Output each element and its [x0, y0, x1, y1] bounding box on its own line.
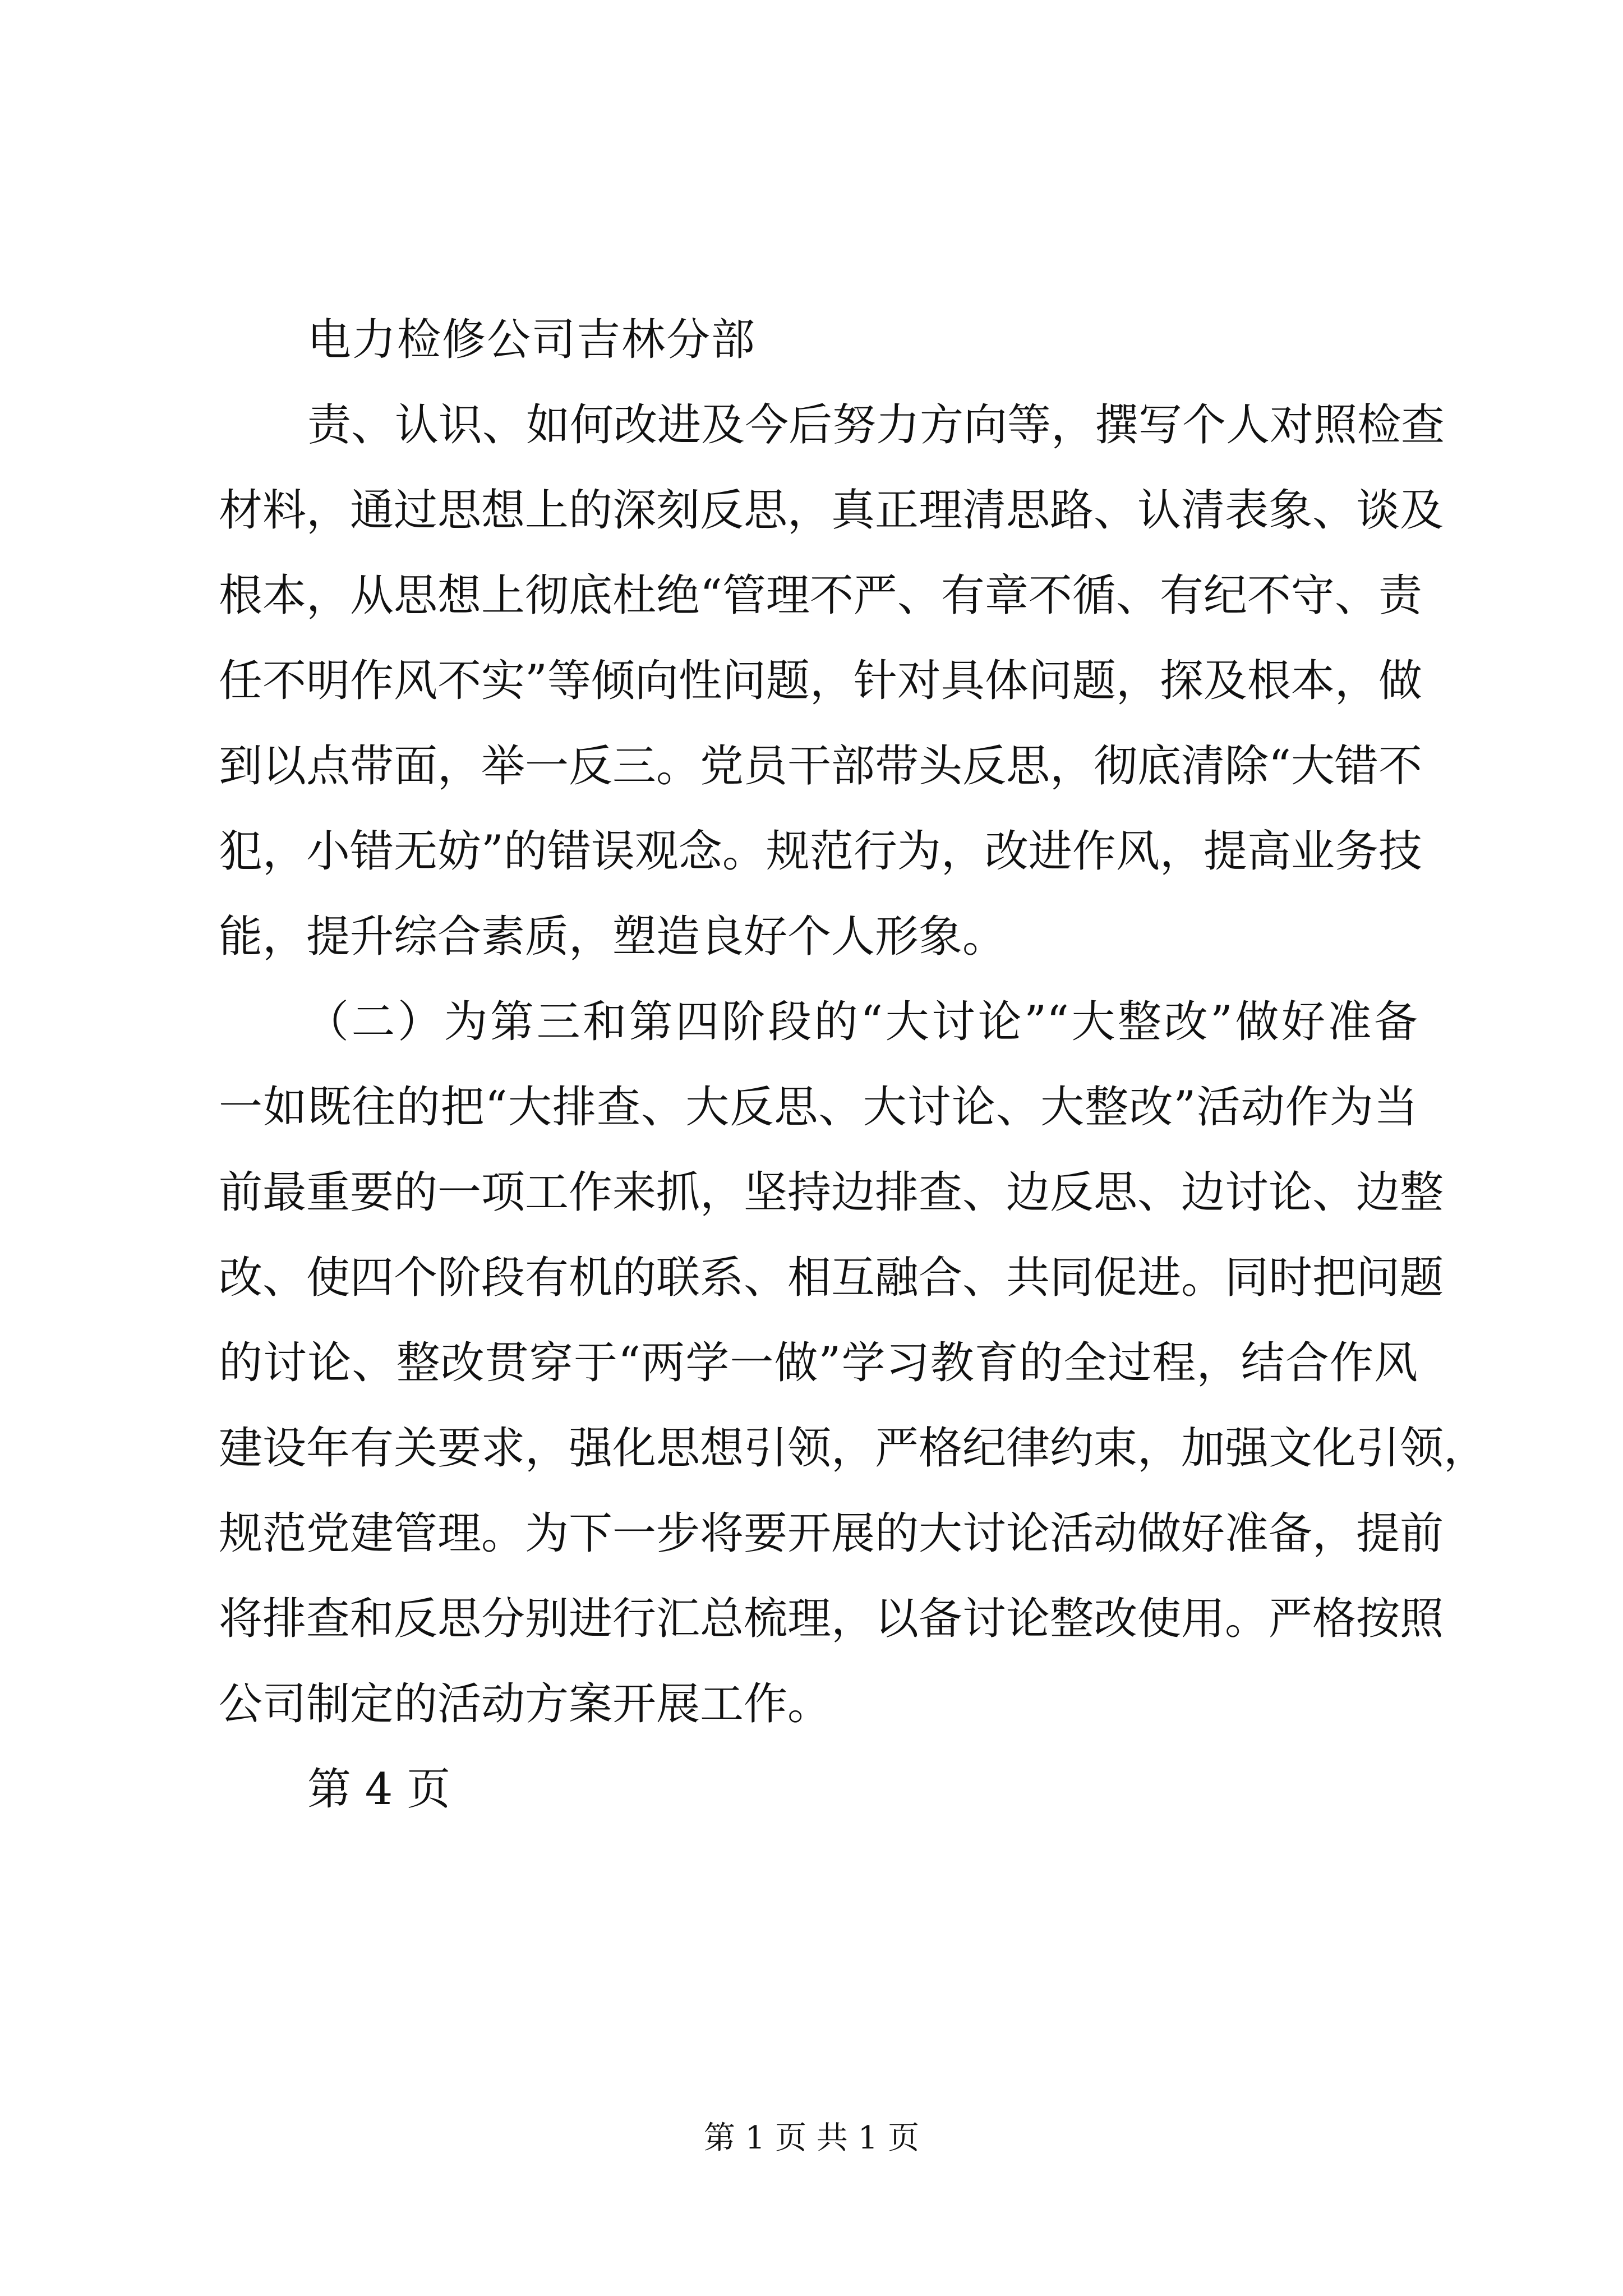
paragraph-1-line: 犯，小错无妨”的错误观念。规范行为，改进作风，提高业务技 — [219, 826, 1422, 877]
document-body — [219, 297, 1488, 1832]
paragraph-2-line: 将排查和反思分别进行汇总梳理，以备讨论整改使用。严格按照 — [219, 1594, 1444, 1644]
paragraph-2-line: 建设年有关要求，强化思想引领，严格纪律约束，加强文化引领， — [219, 1423, 1488, 1474]
footer-page-count: 第 1 页 共 1 页 — [703, 2120, 920, 2156]
paragraph-2-line: 的讨论、整改贯穿于“两学一做”学习教育的全过程，结合作风 — [219, 1338, 1418, 1388]
page-footer — [0, 2116, 1623, 2161]
paragraph-1 — [219, 383, 1445, 979]
paragraph-2-line: 公司制定的活动方案开展工作。 — [219, 1679, 832, 1729]
paragraph-1-line: 能，提升综合素质，塑造良好个人形象。 — [219, 912, 1007, 962]
paragraph-2-line: 改、使四个阶段有机的联系、相互融合、共同促进。同时把问题 — [219, 1253, 1444, 1303]
paragraph-2-line: 一如既往的把“大排查、大反思、大讨论、大整改”活动作为当 — [219, 1082, 1418, 1133]
paragraph-1-line: 任不明作风不实”等倾向性问题，针对具体问题，探及根本，做 — [219, 656, 1422, 706]
page-number-label: 第 4 页 — [307, 1764, 451, 1815]
paragraph-2-line: 前最重要的一项工作来抓，坚持边排查、边反思、边讨论、边整 — [219, 1167, 1444, 1218]
paragraph-1-line: 责、认识、如何改进及今后努力方向等，撰写个人对照检查 — [307, 400, 1445, 450]
paragraph-1-line: 根本，从思想上彻底杜绝“管理不严、有章不循、有纪不守、责 — [219, 570, 1422, 621]
heading-text: 电力检修公司吉林分部 — [307, 315, 757, 365]
paragraph-1-line: 到以点带面，举一反三。党员干部带头反思，彻底清除“大错不 — [219, 741, 1422, 792]
document-heading — [307, 297, 1418, 383]
paragraph-1-line: 材料，通过思想上的深刻反思，真正理清思路、认清表象、谈及 — [219, 485, 1444, 536]
paragraph-2-line: （二）为第三和第四阶段的“大讨论”“大整改”做好准备 — [305, 997, 1418, 1047]
paragraph-2 — [219, 979, 1488, 1747]
paragraph-2-line: 规范党建管理。为下一步将要开展的大讨论活动做好准备，提前 — [219, 1508, 1444, 1559]
